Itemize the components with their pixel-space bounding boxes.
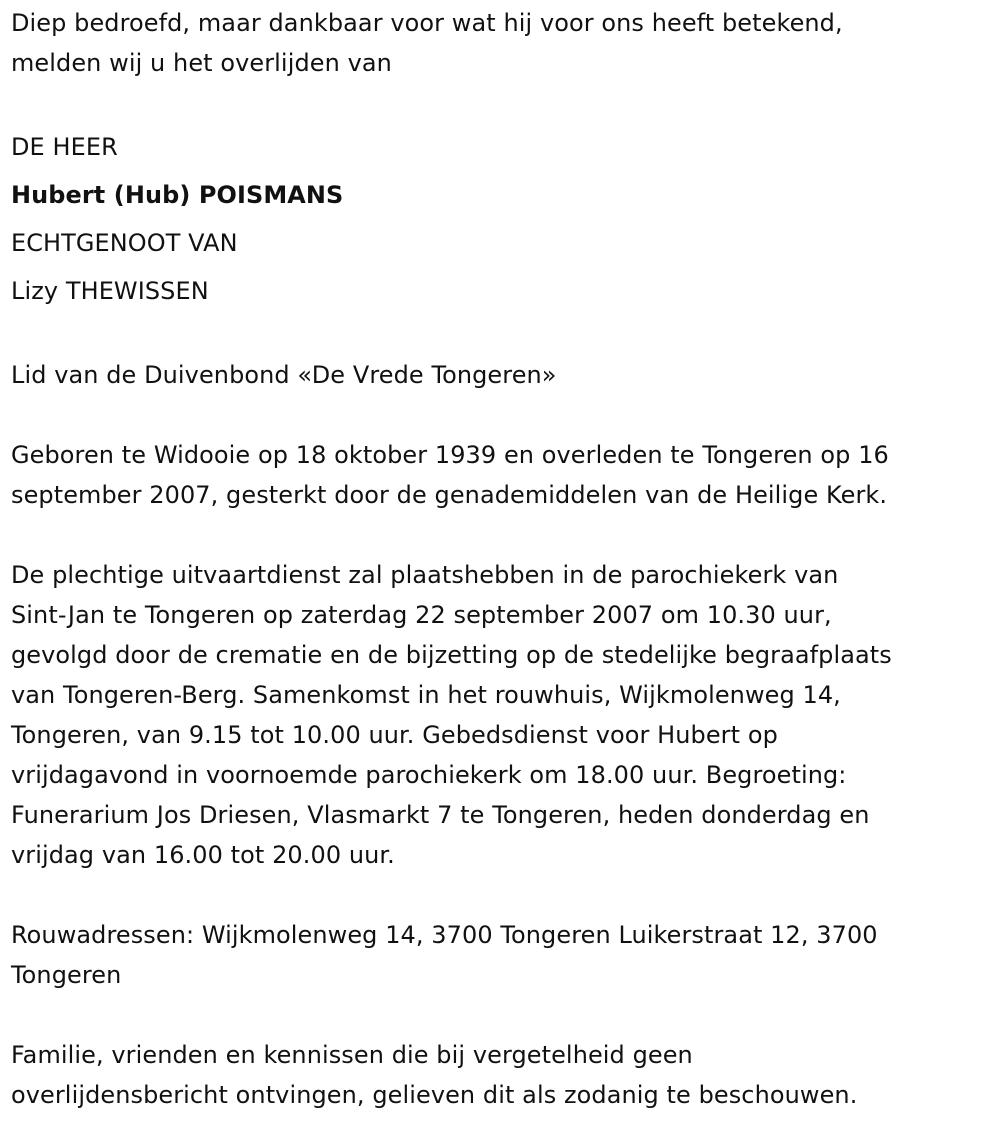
closing-line: overlijdensbericht ontvingen, gelieven dit als zodanig te beschouwen.	[11, 1081, 858, 1109]
funeral-line: van Tongeren-Berg. Samenkomst in het rouwhuis, Wijkmolenweg 14,	[11, 681, 841, 709]
funeral-line: De plechtige uitvaartdienst zal plaatshebben in de parochiekerk van	[11, 561, 839, 589]
funeral-line: Tongeren, van 9.15 tot 10.00 uur. Gebedsdienst voor Hubert op	[11, 721, 778, 749]
funeral-line: vrijdagavond in voornoemde parochiekerk om 18.00 uur. Begroeting:	[11, 761, 847, 789]
intro-line: melden wij u het overlijden van	[11, 49, 392, 77]
funeral-line: Sint-Jan te Tongeren op zaterdag 22 september 2007 om 10.30 uur,	[11, 601, 832, 629]
birth-death-line: Geboren te Widooie op 18 oktober 1939 en overleden te Tongeren op 16	[11, 441, 889, 469]
closing-line: Familie, vrienden en kennissen die bij vergetelheid geen	[11, 1041, 693, 1069]
birth-death-paragraph	[11, 435, 988, 515]
funeral-line: vrijdag van 16.00 tot 20.00 uur.	[11, 841, 395, 869]
funeral-line: Funerarium Jos Driesen, Vlasmarkt 7 te Tongeren, heden donderdag en	[11, 801, 870, 829]
funeral-line: gevolgd door de crematie en de bijzetting op de stedelijke begraafplaats	[11, 641, 892, 669]
addresses-line: Rouwadressen: Wijkmolenweg 14, 3700 Tongeren Luikerstraat 12, 3700	[11, 921, 878, 949]
relation-label: ECHTGENOOT VAN	[11, 229, 238, 257]
membership-line: Lid van de Duivenbond «De Vrede Tongeren»	[11, 361, 557, 389]
addresses-paragraph	[11, 915, 988, 995]
deceased-name: Hubert (Hub) POISMANS	[11, 181, 344, 209]
intro-paragraph	[11, 3, 988, 83]
closing-paragraph	[11, 1035, 988, 1115]
funeral-paragraph	[11, 555, 988, 875]
membership-paragraph	[11, 355, 988, 395]
intro-line: Diep bedroefd, maar dankbaar voor wat hij voor ons heeft betekend,	[11, 9, 843, 37]
salutation: DE HEER	[11, 133, 118, 161]
deceased-block	[11, 123, 988, 315]
birth-death-line: september 2007, gesterkt door de genademiddelen van de Heilige Kerk.	[11, 481, 888, 509]
addresses-line: Tongeren	[11, 961, 122, 989]
spouse-name: Lizy THEWISSEN	[11, 277, 209, 305]
